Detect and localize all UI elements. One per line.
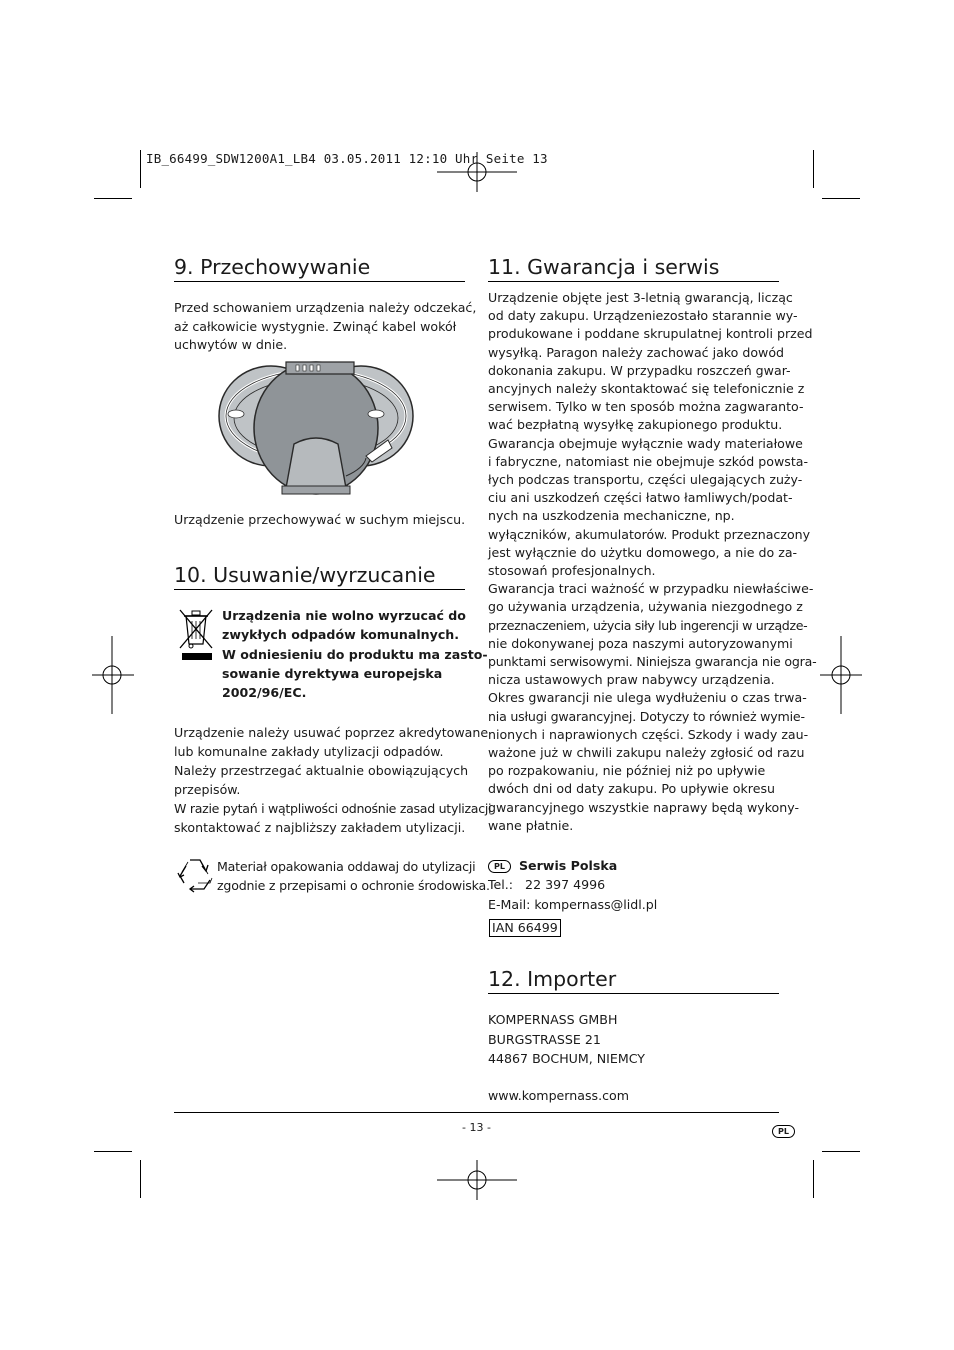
text-line: punktami serwisowymi. Niniejsza gwarancja nie ogra- bbox=[488, 654, 817, 670]
text-line: Urządzenie objęte jest 3-letnią gwarancją, licząc bbox=[488, 290, 793, 305]
registration-mark-left bbox=[92, 636, 134, 714]
text-line: BURGSTRASSE 21 bbox=[488, 1031, 601, 1047]
text-line: ancyjnych należy skontaktować się telefonicznie z bbox=[488, 381, 805, 397]
service-heading bbox=[488, 856, 657, 875]
text-line: łych podczas transportu, części ulegających zuży- bbox=[488, 472, 803, 488]
text-line: lub komunalne zakłady utylizacji odpadów. bbox=[174, 744, 444, 760]
disposal-warning bbox=[222, 606, 488, 702]
text-line: zwykłych odpadów komunalnych. bbox=[222, 627, 460, 643]
text-line: dwóch dni od daty zakupu. Po upływie okresu bbox=[488, 781, 775, 797]
text-line: Okres gwarancji nie ulega wydłużeniu o czas trwa- bbox=[488, 690, 807, 706]
text-line: W odniesieniu do produktu ma zasto- bbox=[222, 646, 488, 662]
section-9-text bbox=[174, 299, 476, 355]
text-line: wać bezpłatną wysyłkę zakupionego produktu. bbox=[488, 417, 783, 433]
text-line: 2002/96/EC. bbox=[222, 685, 307, 701]
text-line: ciu ani uszkodzeń części łatwo łamliwych/podat- bbox=[488, 490, 793, 506]
text-line: ważone już w chwili zakupu należy zgłosić od razu bbox=[488, 745, 805, 761]
text-line: KOMPERNASS GMBH bbox=[488, 1012, 618, 1027]
text-line: zgodnie z przepisami o ochronie środowiska. bbox=[217, 878, 490, 893]
website-link[interactable]: www.kompernass.com bbox=[488, 1088, 629, 1103]
text-line: Gwarancja obejmuje wyłącznie wady materiałowe bbox=[488, 435, 803, 451]
section-10-rule bbox=[174, 589, 465, 590]
ian-number: IAN 66499 bbox=[489, 919, 561, 937]
importer-address bbox=[488, 1010, 645, 1069]
text-line: nicza ustawowych praw nabywcy urządzenia. bbox=[488, 672, 775, 688]
text-line: Urządzenia nie wolno wyrzucać do bbox=[222, 608, 466, 623]
text-line: produkowane i poddane skrupulatnej kontroli przed bbox=[488, 326, 813, 342]
recycle-icon bbox=[174, 856, 216, 894]
text-line: nionych i naprawionych części. Szkody i wady zau- bbox=[488, 726, 809, 742]
text-line: 44867 BOCHUM, NIEMCY bbox=[488, 1051, 645, 1066]
section-11-text bbox=[488, 289, 817, 835]
text-line: przeznaczeniem, użycia siły lub ingerencji w urządze- bbox=[488, 617, 808, 633]
text-line: go używania urządzenia, używania niezgodnego z bbox=[488, 599, 803, 615]
section-11-rule bbox=[488, 281, 779, 282]
storage-caption: Urządzenie przechowywać w suchym miejscu. bbox=[174, 512, 466, 527]
page-number: - 13 - bbox=[462, 1121, 491, 1134]
registration-mark-right bbox=[820, 636, 862, 714]
text-line: aż całkowicie wystygnie. Zwinąć kabel wokół bbox=[174, 318, 457, 334]
text-line: nie dokonywanej poza naszymi autoryzowanymi bbox=[488, 635, 793, 651]
text-line: sowanie dyrektywa europejska bbox=[222, 665, 443, 681]
service-phone: Tel.: 22 397 4996 bbox=[488, 877, 606, 893]
text-line: jest wyłącznie do użytku domowego, a nie do za- bbox=[488, 544, 798, 560]
text-line: Przed schowaniem urządzenia należy odczekać, bbox=[174, 300, 477, 315]
text-line: wysyłką. Paragon należy zachować jako dowód bbox=[488, 344, 785, 360]
text-line: Materiał opakowania oddawaj do utylizacji bbox=[217, 859, 476, 874]
service-title: Serwis Polska bbox=[518, 858, 618, 873]
section-10-text bbox=[174, 723, 491, 838]
section-12-title: 12. Importer bbox=[488, 967, 617, 991]
section-9-title: 9. Przechowywanie bbox=[174, 255, 371, 279]
footer-rule bbox=[174, 1112, 779, 1113]
crossed-out-bin-icon bbox=[176, 606, 216, 662]
text-line: Należy przestrzegać aktualnie obowiązujących bbox=[174, 763, 469, 779]
language-badge: PL bbox=[772, 1120, 795, 1139]
section-12-rule bbox=[488, 993, 779, 994]
text-line: Urządzenie należy usuwać poprzez akredytowane bbox=[174, 725, 489, 740]
text-line: przepisów. bbox=[174, 782, 241, 798]
text-line: wyłączników, akumulatorów. Produkt przeznaczony bbox=[488, 526, 811, 542]
registration-mark-bottom bbox=[437, 1160, 517, 1202]
country-badge: PL bbox=[488, 860, 511, 873]
text-line: nia usługi gwarancyjnej. Dotyczy to również wymie- bbox=[488, 708, 805, 724]
recycle-text bbox=[217, 857, 490, 895]
text-line: od daty zakupu. Urządzeniezostało starannie wy- bbox=[488, 308, 798, 324]
text-line: i fabryczne, natomiast nie obejmuje szkód powsta- bbox=[488, 453, 809, 469]
text-line: Gwarancja traci ważność w przypadku niewłaściwe- bbox=[488, 581, 814, 597]
text-line: W razie pytań i wątpliwości odnośnie zasad utylizacji bbox=[174, 801, 492, 817]
text-line: wane płatnie. bbox=[488, 817, 574, 833]
text-line: serwisem. Tylko w ten sposób można zagwaranto- bbox=[488, 399, 804, 415]
text-line: nych na uszkodzenia mechaniczne, np. bbox=[488, 508, 735, 524]
text-line: stosowań profesjonalnych. bbox=[488, 563, 656, 579]
text-line: dokonania zakupu. W przypadku roszczeń gwar- bbox=[488, 362, 791, 378]
device-storage-illustration bbox=[216, 358, 416, 498]
print-slug: IB_66499_SDW1200A1_LB4 03.05.2011 12:10 Uhr Seite 13 bbox=[146, 151, 548, 166]
text-line: gwarancyjnego wszystkie naprawy będą wykony- bbox=[488, 799, 800, 815]
section-10-title: 10. Usuwanie/wyrzucanie bbox=[174, 563, 436, 587]
text-line: skontaktować z najbliższy zakładem utylizacji. bbox=[174, 820, 466, 836]
text-line: uchwytów w dnie. bbox=[174, 337, 288, 352]
section-11-title: 11. Gwarancja i serwis bbox=[488, 255, 720, 279]
text-line: po rozpakowaniu, nie później niż po upływie bbox=[488, 763, 766, 779]
section-9-rule bbox=[174, 281, 465, 282]
service-email: E-Mail: kompernass@lidl.pl bbox=[488, 896, 658, 912]
service-block bbox=[488, 856, 657, 914]
